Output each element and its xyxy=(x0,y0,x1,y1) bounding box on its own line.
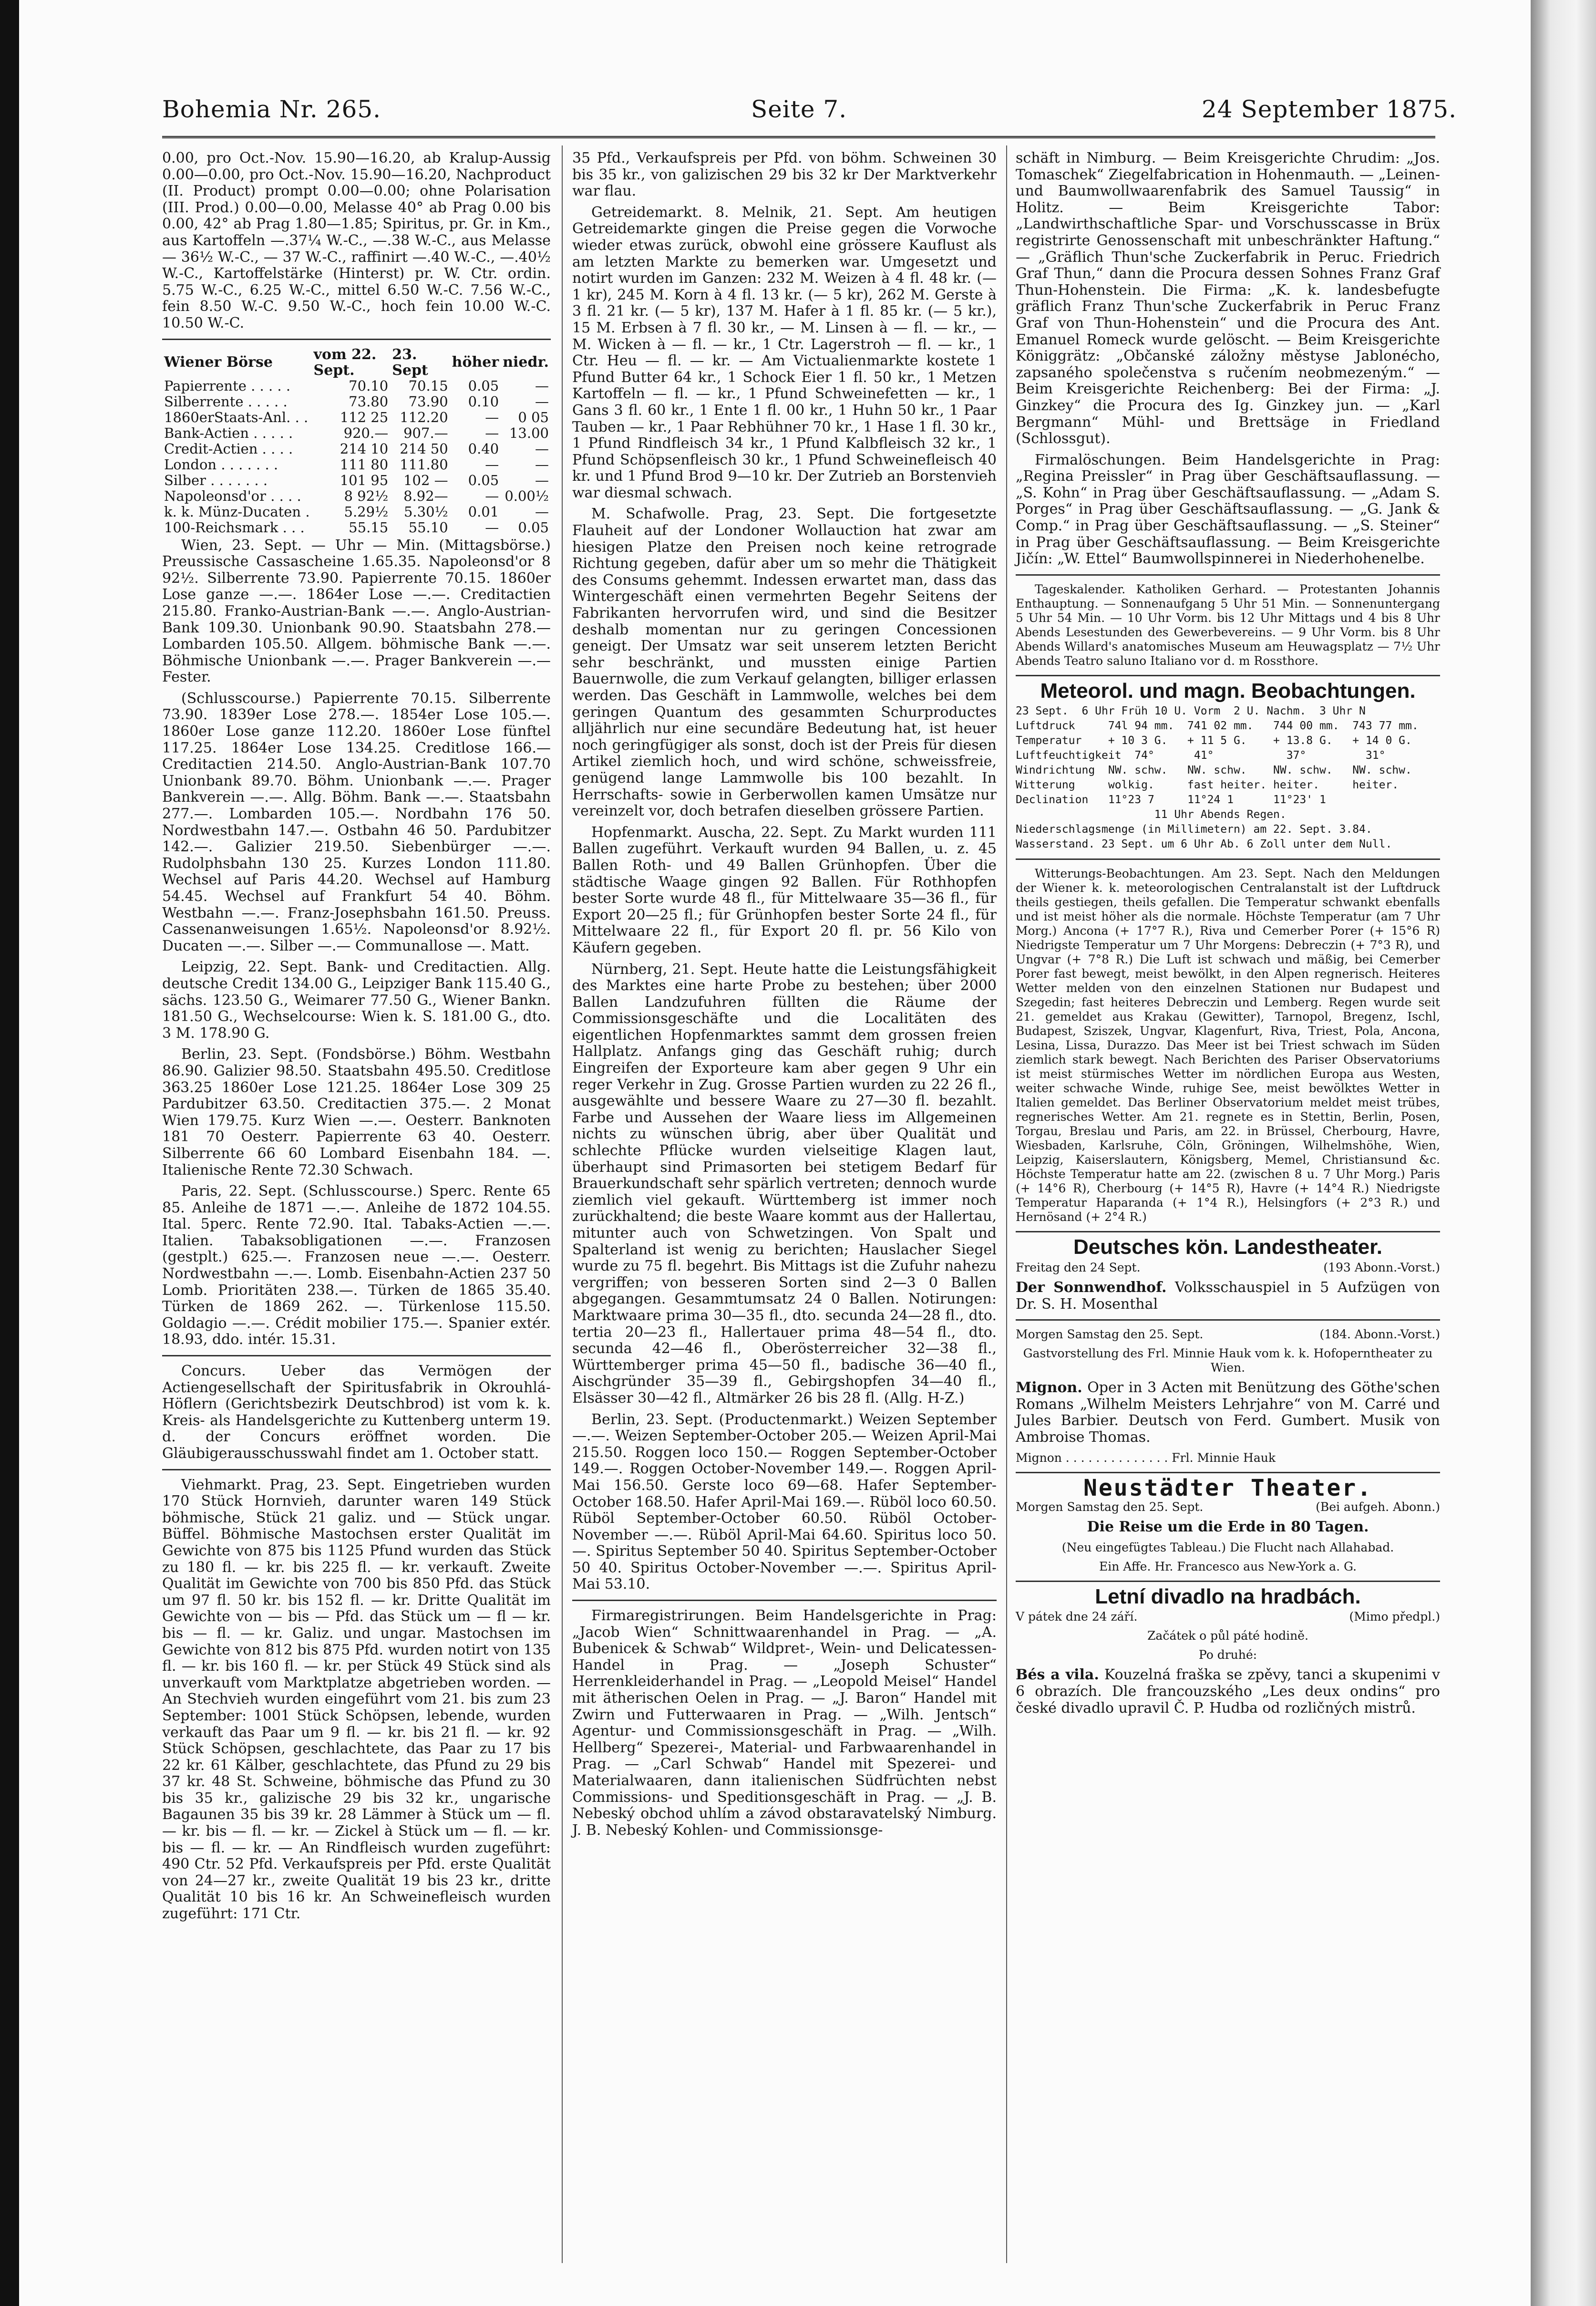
landestheater-abo: (193 Abonn.-Vorst.) xyxy=(1323,1261,1440,1275)
divider xyxy=(162,1355,551,1356)
landestheater-play: Der Sonnwendhof. xyxy=(1016,1279,1167,1296)
bourse-security: k. k. Münz-Ducaten . xyxy=(164,503,310,520)
berlin-report: Berlin, 23. Sept. (Fondsbörse.) Böhm. Westbahn 86.90. Galizier 98.50. Staatsbahn 495.50. Creditlose 363.25 1860er Lose 121.25. 1864er Lose 309 25 Pardubitzer 63.50. Creditactien 375.—. 2 Monat Wien 179.75. Kurz Wien —.—. Oesterr. Banknoten 181 70 Oesterr. Papierrente 63 40. Oesterr. Silberrente 66 60 Lombard Eisenbahn 184. —. Italienische Rente 72.30 Schwach. xyxy=(162,1046,551,1179)
bourse-security: Credit-Actien . . . . xyxy=(164,440,293,457)
sugar-spirit-prices: 0.00, pro Oct.-Nov. 15.90—16.20, ab Kralup-Aussig 0.00—0.00, pro Oct.-Nov. 15.90—16.20, Nachproduct (II. Product) prompt 0.00—0.00; ohne Polarisation (III. Prod.) 0.00—0.00, Melasse 40° ab Prag 0.00 bis 0.00, 42° ab Prag 1.80—1.85; Spiritus, pr. Gr. in Km., aus Kartoffeln —.37¼ W.-C., —.38 W.-C., aus Melasse — 36½ W.-C., — 37 W.-C., raffinirt —.40 W.-C., —.40½ W.-C., Kartoffelstärke (Hinterst) pr. W. Ctr. ordin. 5.75 W.-C., 6.25 W.-C., mittel 6.50 W.-C. 7.56 W.-C., fein 8.50 W.-C. 9.50 W.-C., hoch fein 10.00 W.-C. 10.50 W.-C. xyxy=(162,150,551,331)
bourse-row xyxy=(162,457,551,473)
summer-theatre-start: Začátek o půl páté hodině. xyxy=(1147,1629,1308,1643)
bourse-value: 214 50 xyxy=(400,440,448,457)
meteorology-title: Meteorol. und magn. Beobachtungen. xyxy=(1040,679,1416,703)
divider xyxy=(1016,1581,1440,1582)
neustaedter-abo: (Bei aufgeh. Abonn.) xyxy=(1316,1500,1440,1514)
landestheater-next-date: Morgen Samstag den 25. Sept. xyxy=(1016,1327,1204,1342)
divider xyxy=(1016,574,1440,576)
landestheater-title: Deutsches kön. Landestheater. xyxy=(1073,1235,1382,1259)
bourse-value: 0.00½ xyxy=(505,487,549,504)
bourse-value: 111 80 xyxy=(340,456,389,473)
bourse-value: — xyxy=(485,487,499,504)
bourse-value: 214 10 xyxy=(340,440,389,457)
bourse-security: Silber . . . . . . . xyxy=(164,472,268,488)
grain-market-report: Getreidemarkt. 8. Melnik, 21. Sept. Am heutigen Getreidemarkte gingen die Preise gegen die Vorwoche wieder etwas zurück, obwohl eine grössere Kauflust als am letzten Markte zu bemerken war. Umgesetzt und notirt wurden im Ganzen: 232 M. Weizen à 4 fl. 48 kr. (— 1 kr), 245 M. Korn à 4 fl. 13 kr. (— 5 kr), 262 M. Gerste à 3 fl. 21 kr. (— 5 kr), 137 M. Hafer à 1 fl. 85 kr. (— 5 kr.), 15 M. Erbsen à 7 fl. 30 kr., — M. Linsen à — fl. — kr., — M. Wicken à — fl. — kr., 1 Ctr. Lagerstroh — fl. — kr., 1 Ctr. Heu — fl. — kr. — Am Victualienmarkte kostete 1 Pfund Butter 64 kr., 1 Schock Eier 1 fl. 50 kr., 1 Metzen Kartoffeln — fl. — kr., 1 Pfund Schweinefetten — kr., 1 Gans 3 fl. 60 kr., 1 Ente 1 fl. 00 kr., 1 Huhn 50 kr., 1 Paar Tauben — kr., 1 Paar Rebhühner 70 kr., 1 Hase 1 fl. 30 kr., 1 Pfund Rindfleisch 34 kr., 1 Pfund Kalbfleisch 32 kr., 1 Pfund Schöpsenfleisch 30 kr., 1 Pfund Schweinefleisch 40 kr. und 1 Pfund Brod 9—10 kr. Der Zutrieb an Borstenvieh war diesmal schwach. xyxy=(572,204,997,501)
bourse-rows xyxy=(162,378,551,536)
bourse-value: 0.40 xyxy=(468,440,499,457)
bourse-value: — xyxy=(535,472,549,488)
summer-theatre-title: Letní divadlo na hradbách. xyxy=(1095,1584,1361,1608)
summer-theatre-first: Po druhé: xyxy=(1198,1648,1257,1662)
bourse-value: 907.— xyxy=(403,424,448,441)
bourse-value: 0.05 xyxy=(468,472,499,488)
bourse-security: Bank-Actien . . . . . xyxy=(164,424,293,441)
landestheater-opera: Mignon. xyxy=(1016,1379,1082,1396)
landestheater-opera-desc: Oper in 3 Acten mit Benützung des Göthe'schen Romans „Wilhelm Meisters Lehrjahre“ von M. Carré und Jules Barbier. Deutsch von Ferd. Gumbert. Musik von Ambroise Thomas. xyxy=(1016,1379,1440,1446)
bourse-security: Papierrente . . . . . xyxy=(164,377,291,394)
bourse-col-today: 23. Sept xyxy=(392,346,428,379)
summer-theatre-date: V pátek dne 24 září. xyxy=(1016,1610,1138,1624)
divider xyxy=(572,1600,997,1601)
bourse-col-prev: vom 22. Sept. xyxy=(313,346,377,379)
bourse-value: — xyxy=(485,409,499,425)
neustaedter-date-line xyxy=(1016,1500,1440,1514)
concurs-notice: Concurs. Ueber das Vermögen der Actiengesellschaft der Spiritusfabrik in Okrouhlá-Höflern (Gerichtsbezirk Deutschbrod) ist vom k. k. Kreis- als Handelsgerichte zu Kuttenberg unterm 19. d. der Concurs eröffnet worden. Die Gläubigerausschusswahl findet am 1. October statt. xyxy=(162,1363,551,1462)
bourse-value: — xyxy=(535,503,549,520)
divider xyxy=(1016,1472,1440,1473)
bourse-header xyxy=(162,347,551,378)
meteorology-table: 23 Sept. 6 Uhr Früh 10 U. Vorm 2 U. Nachm. 3 Uhr N Luftdruck 74l 94 mm. 741 02 mm. 744 00 mm. 743 77 mm. Temperatur + 10 3 G. + 11 5 G. + 13.8 G. + 14 0 G. Luftfeuchtigkeit 74° 41° 37° 31° Windrichtung NW. schw. NW. schw. NW. schw. NW. schw. Witterung wolkig. fast heiter. heiter. heiter. Declination 11°23 7 11°24 1 11°23' 1 11 Uhr Abends Regen. Niederschlagsmenge (in Millimetern) am 22. Sept. 3.84. Wasserstand. 23 Sept. um 6 Uhr Ab. 6 Zoll unter dem Null. xyxy=(1016,705,1419,851)
bourse-value: 0.10 xyxy=(468,393,499,410)
bourse-row xyxy=(162,488,551,504)
column-2 xyxy=(572,150,997,1843)
header-issue: Bohemia Nr. 265. xyxy=(162,95,381,123)
bourse-security: 1860erStaats-Anl. . . xyxy=(164,409,309,425)
bourse-security: 100-Reichsmark . . . xyxy=(164,519,305,536)
neustaedter-title: Neustädter Theater. xyxy=(1083,1474,1373,1501)
landestheater-play-desc: Volksschauspiel in 5 Aufzügen von Dr. S. H. Mosenthal xyxy=(1016,1279,1440,1313)
day-calendar: Tageskalender. Katholiken Gerhard. — Protestanten Johannis Enthauptung. — Sonnenaufgang 5 Uhr 51 Min. — Sonnenuntergang 5 Uhr 54 Min. — 10 Uhr Vorm. bis 12 Uhr Mittags und 4 bis 8 Uhr Abends Lesestunden des Gewerbevereins. — 9 Uhr Vorm. bis 8 Uhr Abends Willard's anatomisches Museum am Heuwagsplatz — 7½ Uhr Abends Teatro saluno Italiano vor d. m Rossthore. xyxy=(1016,582,1440,668)
paris-report: Paris, 22. Sept. (Schlusscourse.) Sperc. Rente 65 85. Anleihe de 1871 —.—. Anleihe de 1872 104.55. Ital. 5perc. Rente 72.90. Ital. Tabaks-Actien —.—. Italien. Tabaksobligationen —.—. Franzosen (gestplt.) 625.—. Franzosen neue —.—. Oesterr. Nordwestbahn —.—. Lomb. Eisenbahn-Actien 237 50 Lomb. Prioritäten 238.—. Türken de 1865 35.40. Türken de 1869 262. —. Türkenlose 115.50. Goldagio —.—. Crédit mobilier 175.—. Spanier extér. 18.93, ddo. intér. 15.31. xyxy=(162,1183,551,1348)
summer-theatre-desc: Kouzelná fraška se zpěvy, tanci a skupenimi v 6 obrazích. Dle francouzského „Les deux ondins“ pro české divadlo upravil Č. P. Hudba od rozličných mistrů. xyxy=(1016,1666,1440,1717)
bourse-value: — xyxy=(485,519,499,536)
bourse-value: — xyxy=(485,424,499,441)
hops-market-nuernberg: Nürnberg, 21. Sept. Heute hatte die Leistungsfähigkeit des Marktes eine harte Probe zu bestehen; über 2000 Ballen Landzufuhren füllten die Räume der Commissionsgeschäfte und die Localitäten des eigentlichen Hopfenmarktes sammt dem grossen freien Hallplatz. Anfangs ging das Geschäft ruhig; durch Eingreifen der Exporteure kam aber gegen 9 Uhr ein reger Verkehr in Zug. Grosse Partien wurden zu 22 26 fl., ausgewählte und bessere Waare zu 27—30 fl. bezahlt. Farbe und Aussehen der Waare liess im Allgemeinen nichts zu wünschen übrig, aber über Qualität und schlechte Pflücke wurden vielseitige Klagen laut, überhaupt sind Primasorten bei stetigem Bedarf für Brauerkundschaft sehr spärlich vertreten; dennoch wurde ziemlich viel gekauft. Württemberg ist immer noch zurückhaltend; die beste Waare kommt aus der Hallertau, mitunter auch von Schwetzingen. Von Spalt und Spalterland ist wenig zu berichten; Hauslacher Siegel wurde zu 75 fl. begehrt. Bis Mittags ist die Zufuhr nahezu vergriffen; von besseren Sorten sind 2—3 0 Ballen abgegangen. Gesammtumsatz 24 0 Ballen. Notirungen: Marktwaare prima 30—35 fl., dto. secunda 24—28 fl., dto. tertia 20—23 fl., Hallertauer prima 48—54 fl., dto. secunda 42—46 fl., Oberösterreicher 32—38 fl., Württemberger prima 45—50 fl., badische 36—40 fl., Aischgründer 35—39 fl., Gebirgshopfen 34—40 fl., Elsässer 30—42 fl., Altmärker 26 bis 28 fl. (Allg. H-Z.) xyxy=(572,961,997,1406)
summer-theatre-abo: (Mimo předpl.) xyxy=(1349,1610,1440,1624)
bourse-value: 112.20 xyxy=(400,409,448,425)
bourse-col-up: höher xyxy=(452,354,499,371)
bourse-value: 55.15 xyxy=(349,519,389,536)
bourse-row xyxy=(162,504,551,520)
bourse-value: 112 25 xyxy=(340,409,389,425)
bourse-value: — xyxy=(535,377,549,394)
cattle-market-report: Viehmarkt. Prag, 23. Sept. Eingetrieben wurden 170 Stück Hornvieh, darunter waren 149 Stück böhmische, Stück 21 galiz. und — Stück ungar. Büffel. Böhmische Mastochsen erster Qualität im Gewichte von 875 bis 1125 Pfund wurden das Stück zu 180 fl. — kr. bis 225 fl. — kr. verkauft. Zweite Qualität im Gewichte von 700 bis 850 Pfd. das Stück um 97 fl. 50 kr. bis 152 fl. — kr. Dritte Qualität im Gewichte von — bis — Pfd. das Stück um — fl — kr. bis — fl. — kr. Galiz. und ungar. Mastochsen im Gewichte von 812 bis 875 Pfd. wurden notirt von 135 fl. — kr. bis 160 fl. — kr. per Stück 49 Stück sind als unverkauft vom Marktplatze abgetrieben worden. — An Stechvieh wurden eingeführt vom 21. bis zum 23 September: 1001 Stück Schöpsen, lebende, wurden verkauft das Paar um 9 fl. — kr. bis 21 fl. — kr. 92 Stück Schöpsen, geschlachtete, das Paar zu 17 bis 22 kr. 61 Kälber, geschlachtete, das Pfund zu 29 bis 37 kr. 48 St. Schweine, böhmische das Pfund zu 30 bis 35 kr., galizische 29 bis 32 kr., ungarische Bagaunen 35 bis 39 kr. 28 Lämmer à Stück um — fl. — kr. bis — fl. — kr. — Zickel à Stück um — fl. — kr. bis — fl. — kr. — An Rindfleisch wurden zugeführt: 490 Ctr. 52 Pfd. Verkaufspreis per Pfd. erste Qualität von 24—27 kr., zweite Qualität 19 bis 23 kr., dritte Qualität 10 bis 16 kr. An Schweinefleisch wurden zugeführt: 171 Ctr. xyxy=(162,1476,551,1923)
bourse-row xyxy=(162,394,551,410)
page-edge xyxy=(1531,0,1596,2306)
firm-registrations: Firmaregistrirungen. Beim Handelsgerichte in Prag: „Jacob Wien“ Schnittwaarenhandel in Prag. — „A. Bubenicek & Schwab“ Wildpret-, Wein- und Delicatessen-Handel in Prag. — „Joseph Schuster“ Herrenkleiderhandel in Prag. — „Leopold Meisel“ Handel mit ätherischen Oelen in Prag. — „J. Baron“ Handel mit Zwirn und Futterwaaren in Prag. — „Wilh. Jentsch“ Agentur- und Commissionsgeschäft in Prag. — „Wilh. Hellberg“ Spezerei-, Material- und Farbwaarenhandel in Prag. — „Carl Schwab“ Handel mit Spezerei- und Materialwaaren, dann italienischen Südfrüchten nebst Commissions- und Speditionsgeschäft in Prag. — „J. B. Nebeský obchod uhlím a závod obstaravatelský Nimburg. J. B. Nebeský Kohlen- und Commissionsge- xyxy=(572,1607,997,1839)
landestheater-play-line xyxy=(1016,1280,1440,1313)
bourse-value: 102 — xyxy=(403,472,448,488)
landestheater-next-abo: (184. Abonn.-Vorst.) xyxy=(1319,1327,1440,1342)
bourse-value: 70.15 xyxy=(408,377,448,394)
bourse-col-down: niedr. xyxy=(503,354,549,371)
bourse-value: — xyxy=(535,393,549,410)
bourse-value: 8 92½ xyxy=(344,487,389,504)
bourse-value: 111.80 xyxy=(400,456,448,473)
bourse-value: 8.92— xyxy=(403,487,448,504)
column-divider xyxy=(562,145,563,2263)
divider xyxy=(1016,1319,1440,1321)
bourse-title: Wiener Börse xyxy=(164,354,273,371)
bourse-row xyxy=(162,378,551,394)
bourse-row xyxy=(162,425,551,441)
bourse-value: 55.10 xyxy=(408,519,448,536)
bourse-row xyxy=(162,441,551,457)
divider xyxy=(1016,675,1440,676)
neustaedter-extra: (Neu eingefügtes Tableau.) Die Flucht nach Allahabad. xyxy=(1061,1540,1394,1554)
bourse-value: 5.30½ xyxy=(403,503,448,520)
landestheater-date-line xyxy=(1016,1261,1440,1275)
bourse-value: 0.01 xyxy=(468,503,499,520)
neustaedter-roles: Ein Affe. Hr. Francesco aus New-York a. G. xyxy=(1099,1559,1357,1573)
landestheater-guest: Gastvorstellung des Frl. Minnie Hauk vom k. k. Hofoperntheater zu Wien. xyxy=(1023,1346,1433,1375)
firm-deletions: Firmalöschungen. Beim Handelsgerichte in Prag: „Regina Preissler“ in Prag über Geschäftsauflassung. — „S. Kohn“ in Prag über Geschäftsauflassung. — „Adam S. Porges“ in Prag über Geschäftsauflassung. — „G. Jank & Comp.“ in Prag über Geschäftsauflassung. — „S. Steiner“ in Prag über Geschäftsauflassung. — Beim Kreisgerichte Jičín: „W. Ettel“ Baumwollspinnerei in Niederhohenelbe. xyxy=(1016,451,1440,568)
bourse-value: — xyxy=(535,440,549,457)
bourse-row xyxy=(162,520,551,536)
bourse-value: 73.90 xyxy=(408,393,448,410)
header-page-number: Seite 7. xyxy=(751,95,847,123)
divider xyxy=(1016,858,1440,860)
divider xyxy=(1016,1231,1440,1232)
landestheater-date: Freitag den 24 Sept. xyxy=(1016,1261,1141,1275)
bourse-security: London . . . . . . . xyxy=(164,456,278,473)
bourse-value: 5.29½ xyxy=(344,503,389,520)
berlin-produce-market: Berlin, 23. Sept. (Productenmarkt.) Weizen September —.—. Weizen September-October 205.— Weizen April-Mai 215.50. Roggen loco 150.— Roggen September-October 149.—. Roggen October-November 149.—. Roggen April-Mai 156.50. Gerste loco 69—68. Hafer September-October 168.50. Hafer April-Mai 169.—. Rüböl loco 60.50. Rüböl September-October 60.50. Rüböl October-November —.—. Rüböl April-Mai 64.60. Spiritus loco 50.—. Spiritus September 50 40. Spiritus September-October 50 40. Spiritus October-November —.—. Spiritus April-Mai 53.10. xyxy=(572,1411,997,1593)
vienna-bourse-table xyxy=(162,347,551,536)
wien-closing-report: (Schlusscourse.) Papierrente 70.15. Silberrente 73.90. 1839er Lose 278.—. 1854er Lose 105.—. 1860er Lose ganze 112.20. 1860er Lose fünftel 117.25. 1864er Lose 134.25. Creditlose 166.— Creditactien 214.50. Anglo-Austrian-Bank 107.70 Unionbank 89.70. Böhm. Unionbank —.—. Prager Bankverein —.—. Allg. Böhm. Bank —.—. Staatsbahn 277.—. Lombarden 105.—. Nordbahn 176 50. Nordwestbahn 147.—. Ostbahn 46 50. Pardubitzer 142.—. Galizier 219.50. Siebenbürger —.—. Rudolphsbahn 130 25. Kurzes London 111.80. Wechsel auf Paris 44.20. Wechsel auf Hamburg 54.45. Wechsel auf Frankfurt 54 40. Böhm. Westbahn —.—. Franz-Josephsbahn 161.50. Preuss. Cassenanweisungen 1.65½. Napoleonsd'or 8.92½. Ducaten —.—. Silber —.— Communallose —. Matt. xyxy=(162,690,551,954)
bourse-value: — xyxy=(535,456,549,473)
newspaper-page xyxy=(19,0,1531,2306)
summer-theatre-play-line xyxy=(1016,1667,1440,1717)
divider xyxy=(162,1469,551,1470)
cattle-market-continued: 35 Pfd., Verkaufspreis per Pfd. von böhm. Schweinen 30 bis 35 kr., von galizischen 29 bis 32 kr Der Marktverkehr war flau. xyxy=(572,150,997,200)
bourse-value: 13.00 xyxy=(509,424,549,441)
header-date: 24 September 1875. xyxy=(1202,95,1457,123)
bourse-security: Silberrente . . . . . xyxy=(164,393,288,410)
bourse-value: 70.10 xyxy=(349,377,389,394)
summer-theatre-date-line xyxy=(1016,1610,1440,1624)
leipzig-report: Leipzig, 22. Sept. Bank- und Creditactien. Allg. deutsche Credit 134.00 G., Leipziger Bank 115.40 G., sächs. 123.50 G., Weimarer 77.50 G., Wiener Bankn. 181.50 G., Wechselcourse: Wien k. S. 181.00 G., dto. 3 M. 178.90 G. xyxy=(162,959,551,1042)
weather-observations: Witterungs-Beobachtungen. Am 23. Sept. Nach den Meldungen der Wiener k. k. meteorologischen Centralanstalt ist der Luftdruck theils gestiegen, theils gefallen. Die Temperatur schwankt ebenfalls und ist meist höher als die normale. Höchste Temperatur (am 7 Uhr Morg.) Ancona (+ 17°7 R.), Riva und Cemerber Porer (+ 15°6 R) Niedrigste Temperatur um 7 Uhr Morgens: Debreczin (+ 7°3 R), und Ungvar (+ 7°8 R.) Die Luft ist schwach und mäßig, bei Cemerber Porer fast bewegt, meist bewölkt, in den Alpen regnerisch. Heiteres Wetter melden von den einzelnen Stationen nur Budapest und Szegedin; fast heiteres Debreczin und Lemberg. Regen wurde seit 21. gemeldet aus Krakau (Gewitter), Tarnopol, Bregenz, Ischl, Budapest, Sziszek, Ungvar, Klagenfurt, Riva, Triest, Pola, Ancona, Lesina, Lissa, Durazzo. Das Meer ist bei Triest schwach im Süden ziemlich stark bewegt. Nach Berichten des Pariser Observatoriums ist meist stürmisches Wetter im nördlichen Europa aus Westen, weiter schwache Winde, ruhige See, meist bewölktes Wetter in Italien gemeldet. Das Berliner Observatorium meldet meist trübes, regnerisches Wetter. Am 21. regnete es in Stettin, Berlin, Posen, Torgau, Breslau und Paris, am 22. in Brüssel, Cherbourg, Havre, Wiesbaden, Karlsruhe, Cöln, Gröningen, Wilhelmshöhe, Wien, Leipzig, Kaiserslautern, Königsberg, Memel, Christiansund &c. Höchste Temperatur hatte am 22. (zwischen 8 u. 7 Uhr Morg.) Paris (+ 14°6 R), Cherbourg (+ 14°5 R), Havre (+ 14°4 R.) Niedrigste Temperatur Haparanda (+ 1°4 R.), Helsingfors (+ 2°3 R.) und Hernösand (+ 2°4 R.) xyxy=(1016,867,1440,1224)
landestheater-next-line xyxy=(1016,1327,1440,1342)
landestheater-role: Mignon . . . . . . . . . . . . . . Frl. Minnie Hauk xyxy=(1016,1450,1276,1465)
neustaedter-date: Morgen Samstag den 25. Sept. xyxy=(1016,1500,1204,1514)
bourse-row xyxy=(162,473,551,488)
bourse-value: 101 95 xyxy=(340,472,389,488)
firm-registrations-continued: schäft in Nimburg. — Beim Kreisgerichte Chrudim: „Jos. Tomaschek“ Ziegelfabrication in Hohenmauth. — „Leinen- und Baumwollwaarenfabrik des Samuel Taussig“ in Holitz. — Beim Kreisgerichte Tabor: „Landwirthschaftliche Spar- und Vorschusscasse in Brüx registrirte Genossenschaft mit unbeschränkter Haftung.“ — „Gräflich Thun'sche Zuckerfabrik in Peruc. Friedrich Graf Thun,“ dann die Procura dessen Sohnes Franz Graf Thun-Hohenstein. Die Firma: „K. k. landesbefugte gräflich Franz Thun'sche Zuckerfabrik in Peruc Franz Graf von Thun-Hohenstein“ und die Procura des Ant. Emanuel Romeck wurde gelöscht. — Beim Kreisgerichte Königgrätz: „Občanské záložny městyse Jablonécho, zapsaného společenstva s ručením neobmezeným.“ — Beim Kreisgerichte Reichenberg: Bei der Firma: „J. Ginzkey“ die Procura des Ig. Ginzkey jun. — „Karl Bergmann“ Mühl- und Brettsäge in Friedland (Schlossgut). xyxy=(1016,150,1440,447)
bourse-value: 0 05 xyxy=(518,409,549,425)
hops-market-auscha: Hopfenmarkt. Auscha, 22. Sept. Zu Markt wurden 111 Ballen zugeführt. Verkauft wurden 94 Ballen, u. z. 45 Ballen Roth- und 49 Ballen Grünhopfen. Über die städtische Waage gingen 92 Ballen. Für Rothhopfen bester Sorte wurde 48 fl., für Mittelwaare 35—36 fl., für Export 20—25 fl.; für Grünhopfen bester Sorte 24 fl., für Mittelwaare 22 fl., für Export 20 fl. pr. 56 Kilo von Käufern gegeben. xyxy=(572,824,997,956)
column-3 xyxy=(1016,150,1440,1721)
wien-report: Wien, 23. Sept. — Uhr — Min. (Mittagsbörse.) Preussische Cassascheine 1.65.35. Napoleonsd'or 8 92½. Silberrente 73.90. Papierrente 70.15. 1860er Lose ganze —.—. 1864er Lose —.—. Creditactien 215.80. Franko-Austrian-Bank —.—. Anglo-Austrian-Bank 109.30. Unionbank 90.90. Staatsbahn 278.— Lombarden 105.50. Allgem. böhmische Bank —.—. Böhmische Unionbank —.—. Prager Bankverein —.— Fester. xyxy=(162,537,551,686)
wool-market-report: M. Schafwolle. Prag, 23. Sept. Die fortgesetzte Flauheit auf der Londoner Wollauction hat zwar am hiesigen Platze den Preisen noch keine retrograde Richtung gegeben, dafür aber um so mehr die Thätigkeit des Consums gehemmt. Indessen erwartet man, dass das Wintergeschäft einen vermehrten Begehr Seitens der Fabrikanten hervorrufen wird, und sind die Besitzer deshalb momentan nur zu geringen Concessionen geneigt. Der Umsatz war seit unserem letzten Bericht sehr beschränkt, und mussten einige Partien Bauernwolle, die zum Verkauf gelangten, billiger erlassen werden. Das Geschäft in Lammwolle, welches bei dem geringen Quantum des gesammten Schurproductes alljährlich nur eine secundäre Bedeutung hat, ist heuer noch geringfügiger als sonst, doch ist der Preis für diesen Artikel ziemlich hoch, und wird schöne, schweissfreie, genügend lange Lammwolle bis 100 bezahlt. In Herrschafts- sowie in Gerberwollen kamen Umsätze nur vereinzelt vor, doch betrafen dieselben grössere Partien. xyxy=(572,506,997,820)
bourse-value: 0.05 xyxy=(518,519,549,536)
header-rule xyxy=(162,136,1435,138)
landestheater-opera-line xyxy=(1016,1380,1440,1446)
divider xyxy=(162,339,551,340)
bourse-value: — xyxy=(485,456,499,473)
bourse-row xyxy=(162,410,551,425)
bourse-value: 73.80 xyxy=(349,393,389,410)
column-divider xyxy=(1006,145,1007,2263)
neustaedter-play: Die Reise um die Erde in 80 Tagen. xyxy=(1087,1519,1369,1536)
bourse-security: Napoleonsd'or . . . . xyxy=(164,487,301,504)
bourse-value: 0.05 xyxy=(468,377,499,394)
bourse-value: 920.— xyxy=(343,424,389,441)
column-1 xyxy=(162,150,551,1927)
summer-theatre-play: Bés a vila. xyxy=(1016,1666,1099,1684)
